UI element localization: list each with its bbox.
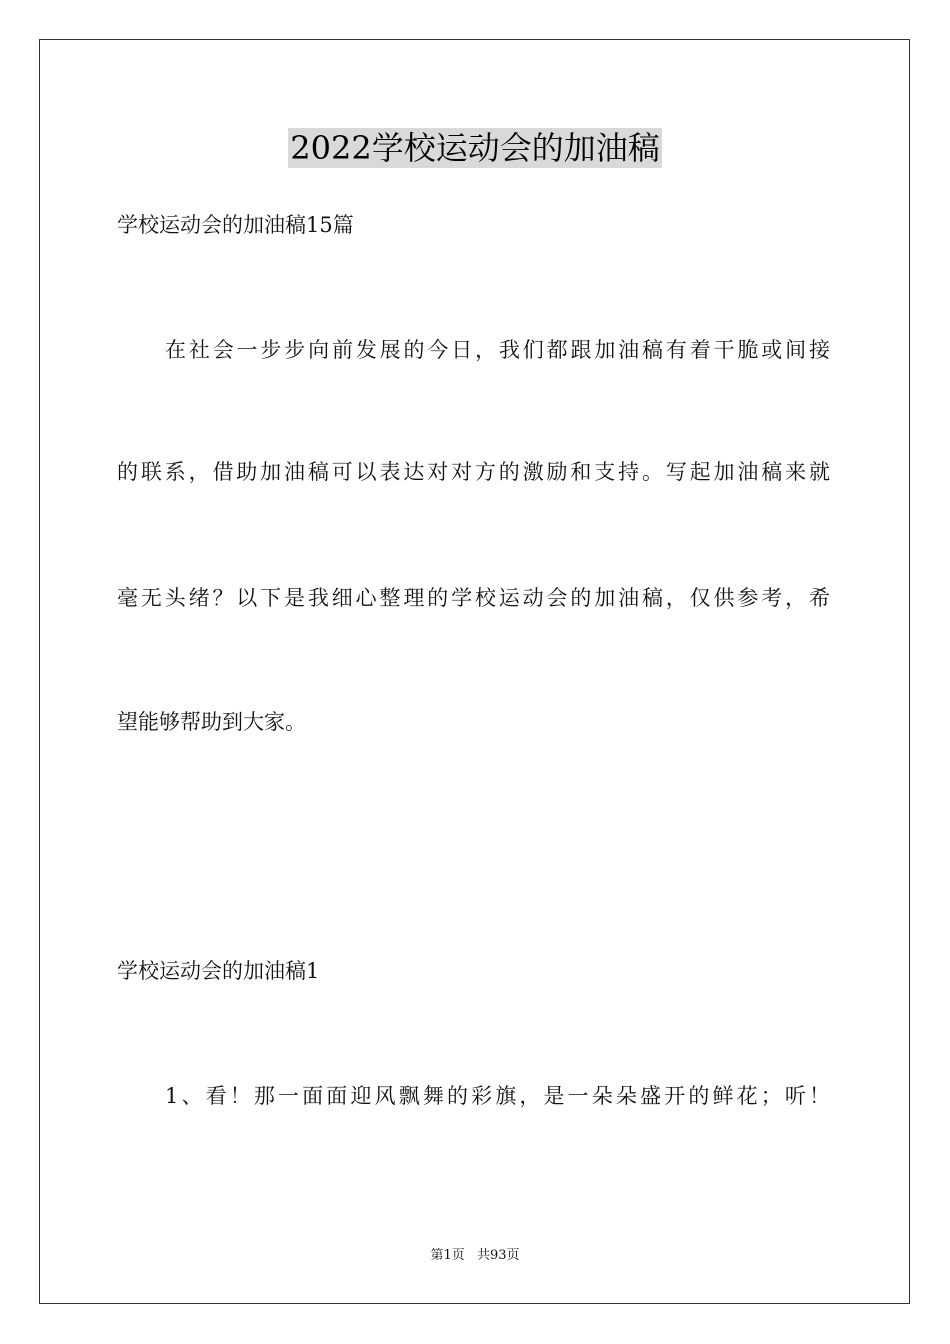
document-subtitle: 学校运动会的加油稿15篇 [117,213,354,237]
section-heading: 学校运动会的加油稿1 [117,959,320,983]
intro-line-3: 毫无头绪？以下是我细心整理的学校运动会的加油稿，仅供参考，希 [117,586,830,610]
section-paragraph-line-1: 1、看！那一面面迎风飘舞的彩旗，是一朵朵盛开的鲜花；听！ [165,1084,830,1108]
document-title: 2022学校运动会的加油稿 [290,129,660,167]
intro-line-2: 的联系，借助加油稿可以表达对对方的激励和支持。写起加油稿来就 [117,460,830,484]
intro-line-4: 望能够帮助到大家。 [117,710,306,734]
intro-line-1: 在社会一步步向前发展的今日，我们都跟加油稿有着干脆或间接 [165,338,830,362]
title-container [0,128,950,168]
total-pages: 共93页 [476,1248,520,1263]
page-footer [0,1247,950,1265]
page-number: 第1页 [430,1248,465,1263]
